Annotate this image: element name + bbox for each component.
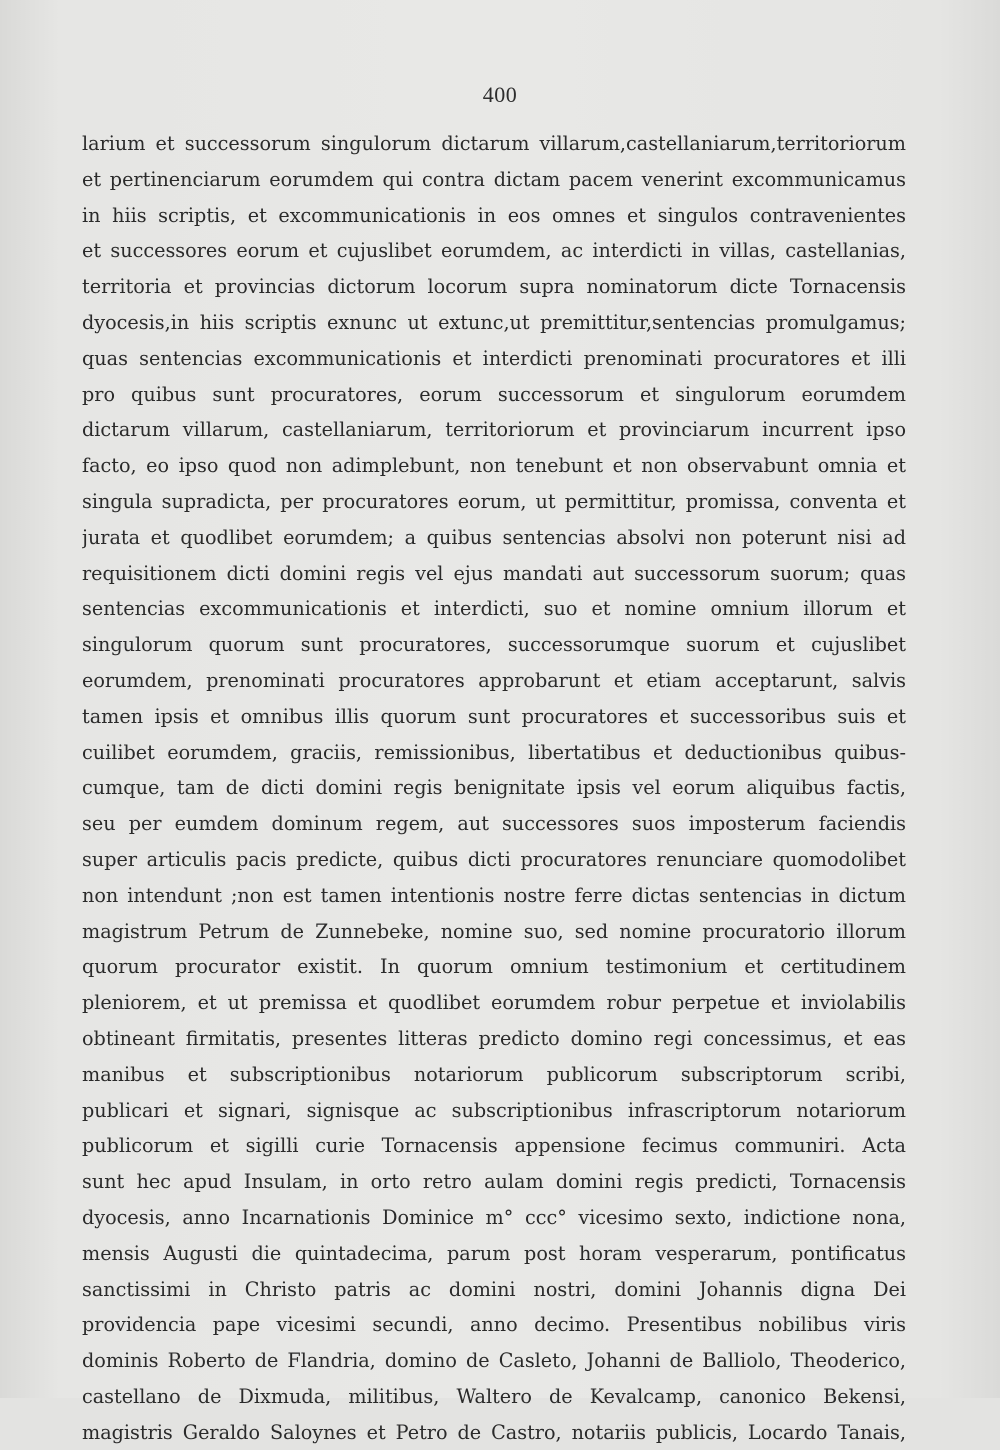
text-line: super articulis pacis predicte, quibus dicti procuratores renunciare quomodolibet [82, 847, 906, 871]
text-line: seu per eumdem dominum regem, aut successores suos imposterum faciendis [82, 812, 906, 836]
text-line: pleniorem, et ut premissa et quodlibet eorumdem robur perpetue et inviolabilis [82, 991, 906, 1015]
text-line: dominis Roberto de Flandria, domino de Casleto, Johanni de Balliolo, Theoderico, [82, 1349, 906, 1373]
text-line: tamen ipsis et omnibus illis quorum sunt procuratores et successoribus suis et [82, 704, 906, 728]
page-number: 400 [482, 82, 518, 107]
text-line: facto, eo ipso quod non adimplebunt, non tenebunt et non observabunt omnia et [82, 454, 906, 478]
text-line: sentencias excommunicationis et interdicti, suo et nomine omnium illorum et [82, 597, 906, 621]
text-line: singula supradicta, per procuratores eorum, ut permittitur, promissa, conventa et [82, 489, 906, 513]
text-line: sanctissimi in Christo patris ac domini nostri, domini Johannis digna Dei [82, 1277, 906, 1301]
text-line: cumque, tam de dicti domini regis benignitate ipsis vel eorum aliquibus factis, [82, 776, 906, 800]
text-line: dyocesis,in hiis scriptis exnunc ut extunc,ut premittitur,sentencias promulgamus; [82, 310, 906, 334]
text-line: singulorum quorum sunt procuratores, successorumque suorum et cujuslibet [82, 633, 906, 657]
text-line: in hiis scriptis, et excommunicationis in eos omnes et singulos contravenientes [82, 203, 906, 227]
text-line: larium et successorum singulorum dictarum villarum,castellaniarum,territoriorum [82, 132, 906, 155]
text-line: et successores eorum et cujuslibet eorumdem, ac interdicti in villas, castellanias, [82, 239, 906, 263]
text-line: publicorum et sigilli curie Tornacensis appensione fecimus communiri. Acta [82, 1134, 906, 1158]
text-line: sunt hec apud Insulam, in orto retro aulam domini regis predicti, Tornacensis [82, 1170, 906, 1194]
text-line: dyocesis, anno Incarnationis Dominice m° ccc° vicesimo sexto, indictione nona, [82, 1205, 906, 1229]
text-line: jurata et quodlibet eorumdem; a quibus sentencias absolvi non poterunt nisi ad [82, 525, 906, 549]
text-line: quorum procurator existit. In quorum omnium testimonium et certitudinem [82, 955, 906, 979]
text-line: mensis Augusti die quintadecima, parum post horam vesperarum, pontificatus [82, 1241, 906, 1265]
text-line: dictarum villarum, castellaniarum, territoriorum et provinciarum incurrent ipso [82, 418, 906, 442]
text-line: castellano de Dixmuda, militibus, Waltero de Kevalcamp, canonico Bekensi, [82, 1384, 906, 1408]
text-line: cuilibet eorumdem, graciis, remissionibus, libertatibus et deductionibus quibus- [82, 740, 906, 764]
text-line: non intendunt ;non est tamen intentionis nostre ferre dictas sentencias in dictum [82, 883, 906, 907]
text-line: et pertinenciarum eorumdem qui contra dictam pacem venerint excommunicamus [82, 167, 906, 191]
text-line: quas sentencias excommunicationis et interdicti prenominati procuratores et illi [82, 346, 906, 370]
text-line: pro quibus sunt procuratores, eorum successorum et singulorum eorumdem [82, 382, 906, 406]
text-line: providencia pape vicesimi secundi, anno decimo. Presentibus nobilibus viris [82, 1313, 906, 1337]
text-line: territoria et provincias dictorum locorum supra nominatorum dicte Tornacensis [82, 275, 906, 299]
text-line: eorumdem, prenominati procuratores approbarunt et etiam acceptarunt, salvis [82, 668, 906, 692]
text-line: publicari et signari, signisque ac subscriptionibus infrascriptorum notariorum [82, 1098, 906, 1122]
text-line: obtineant firmitatis, presentes litteras predicto domino regi concessimus, et eas [82, 1026, 906, 1050]
text-line: manibus et subscriptionibus notariorum publicorum subscriptorum scribi, [82, 1062, 906, 1086]
text-line: magistris Geraldo Saloynes et Petro de Castro, notariis publicis, Locardo Tanais, [82, 1420, 906, 1444]
text-line: magistrum Petrum de Zunnebeke, nomine suo, sed nomine procuratorio illorum [82, 919, 906, 943]
body-text [82, 126, 906, 1450]
text-line: requisitionem dicti domini regis vel ejus mandati aut successorum suorum; quas [82, 561, 906, 585]
